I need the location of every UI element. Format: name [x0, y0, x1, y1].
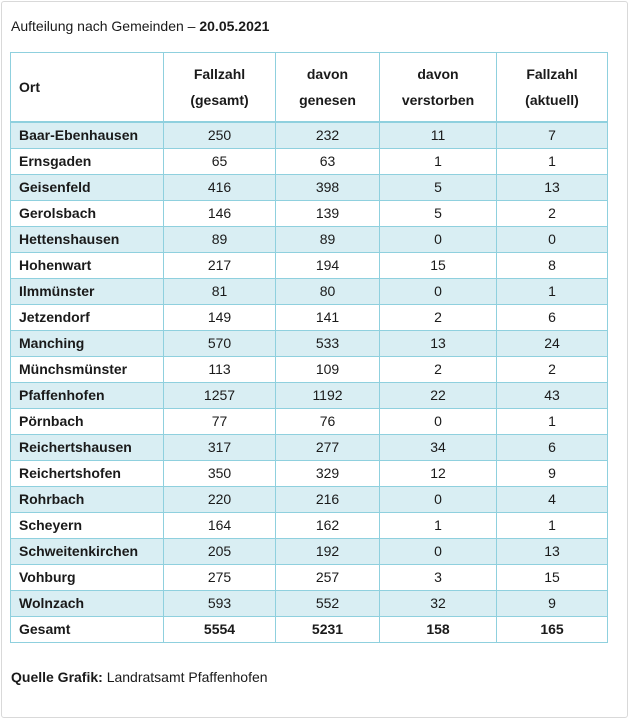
- header-fallzahl-gesamt-line1: Fallzahl: [193, 66, 246, 82]
- cell-genesen: 257: [276, 565, 380, 591]
- table-row: [11, 201, 608, 227]
- cell-fallzahl-gesamt: 593: [164, 591, 276, 617]
- table-row: [11, 565, 608, 591]
- cell-ort: Manching: [11, 331, 164, 357]
- table-row: [11, 175, 608, 201]
- header-fallzahl-aktuell-line2: (aktuell): [525, 92, 579, 108]
- heading-date: 20.05.2021: [199, 18, 270, 34]
- cell-fallzahl-aktuell: 6: [497, 435, 608, 461]
- cell-verstorben: 2: [380, 305, 497, 331]
- total-cell-ort: Gesamt: [11, 617, 164, 643]
- table-body: [11, 122, 608, 643]
- cell-ort: Reichertshausen: [11, 435, 164, 461]
- cell-fallzahl-aktuell: 7: [497, 122, 608, 149]
- total-cell-verstorben: 158: [380, 617, 497, 643]
- table-row: [11, 331, 608, 357]
- cell-ort: Wolnzach: [11, 591, 164, 617]
- cell-genesen: 533: [276, 331, 380, 357]
- cell-fallzahl-gesamt: 250: [164, 122, 276, 149]
- cell-genesen: 232: [276, 122, 380, 149]
- cell-genesen: 89: [276, 227, 380, 253]
- cell-verstorben: 5: [380, 175, 497, 201]
- cell-ort: Scheyern: [11, 513, 164, 539]
- cell-fallzahl-aktuell: 2: [497, 201, 608, 227]
- table-row: [11, 305, 608, 331]
- cell-verstorben: 0: [380, 409, 497, 435]
- cell-verstorben: 0: [380, 227, 497, 253]
- heading-prefix: Aufteilung nach Gemeinden –: [11, 18, 200, 34]
- cell-verstorben: 34: [380, 435, 497, 461]
- cell-genesen: 162: [276, 513, 380, 539]
- cell-verstorben: 0: [380, 487, 497, 513]
- cell-fallzahl-aktuell: 4: [497, 487, 608, 513]
- header-fallzahl-gesamt: [164, 53, 276, 123]
- total-cell-genesen: 5231: [276, 617, 380, 643]
- cell-fallzahl-gesamt: 317: [164, 435, 276, 461]
- cell-fallzahl-gesamt: 350: [164, 461, 276, 487]
- cell-fallzahl-aktuell: 24: [497, 331, 608, 357]
- cell-ort: Rohrbach: [11, 487, 164, 513]
- cell-genesen: 277: [276, 435, 380, 461]
- cell-ort: Ernsgaden: [11, 149, 164, 175]
- cell-verstorben: 5: [380, 201, 497, 227]
- table-row: [11, 539, 608, 565]
- source-label: Quelle Grafik:: [11, 669, 103, 685]
- cell-fallzahl-aktuell: 43: [497, 383, 608, 409]
- cell-ort: Vohburg: [11, 565, 164, 591]
- cell-fallzahl-gesamt: 1257: [164, 383, 276, 409]
- cell-genesen: 552: [276, 591, 380, 617]
- cell-fallzahl-aktuell: 1: [497, 513, 608, 539]
- table-row: [11, 513, 608, 539]
- cell-fallzahl-gesamt: 217: [164, 253, 276, 279]
- cell-verstorben: 32: [380, 591, 497, 617]
- cell-fallzahl-aktuell: 9: [497, 461, 608, 487]
- cell-ort: Baar-Ebenhausen: [11, 122, 164, 149]
- cell-fallzahl-aktuell: 13: [497, 539, 608, 565]
- cases-table: [10, 52, 608, 643]
- cell-fallzahl-gesamt: 416: [164, 175, 276, 201]
- cell-fallzahl-gesamt: 113: [164, 357, 276, 383]
- cell-ort: Pörnbach: [11, 409, 164, 435]
- cell-genesen: 63: [276, 149, 380, 175]
- header-verstorben: [380, 53, 497, 123]
- cell-genesen: 76: [276, 409, 380, 435]
- cell-genesen: 141: [276, 305, 380, 331]
- cell-fallzahl-aktuell: 0: [497, 227, 608, 253]
- header-verstorben-line1: davon: [417, 66, 459, 82]
- cell-fallzahl-aktuell: 15: [497, 565, 608, 591]
- cell-ort: Hohenwart: [11, 253, 164, 279]
- cell-fallzahl-aktuell: 9: [497, 591, 608, 617]
- table-row: [11, 357, 608, 383]
- header-ort: Ort: [11, 53, 164, 123]
- cell-ort: Reichertshofen: [11, 461, 164, 487]
- cell-fallzahl-aktuell: 1: [497, 409, 608, 435]
- table-row: [11, 487, 608, 513]
- header-genesen: [276, 53, 380, 123]
- cell-ort: Hettenshausen: [11, 227, 164, 253]
- cell-ort: Schweitenkirchen: [11, 539, 164, 565]
- table-row: [11, 461, 608, 487]
- table-row: [11, 122, 608, 149]
- cell-ort: Jetzendorf: [11, 305, 164, 331]
- cell-genesen: 398: [276, 175, 380, 201]
- cell-verstorben: 12: [380, 461, 497, 487]
- cell-verstorben: 11: [380, 122, 497, 149]
- header-fallzahl-aktuell: [497, 53, 608, 123]
- cell-fallzahl-gesamt: 275: [164, 565, 276, 591]
- table-header-row: [11, 53, 608, 123]
- table-row: [11, 253, 608, 279]
- cell-genesen: 329: [276, 461, 380, 487]
- table-row: [11, 591, 608, 617]
- cell-fallzahl-gesamt: 146: [164, 201, 276, 227]
- cell-fallzahl-aktuell: 2: [497, 357, 608, 383]
- page-heading: [11, 17, 269, 35]
- cell-genesen: 192: [276, 539, 380, 565]
- cell-ort: Pfaffenhofen: [11, 383, 164, 409]
- total-cell-fallzahl-gesamt: 5554: [164, 617, 276, 643]
- header-genesen-line1: davon: [306, 66, 349, 82]
- cell-fallzahl-aktuell: 13: [497, 175, 608, 201]
- source-text: Landratsamt Pfaffenhofen: [102, 669, 268, 685]
- cell-fallzahl-aktuell: 1: [497, 279, 608, 305]
- cell-fallzahl-gesamt: 149: [164, 305, 276, 331]
- table-row: [11, 409, 608, 435]
- cell-ort: Münchsmünster: [11, 357, 164, 383]
- cell-fallzahl-gesamt: 65: [164, 149, 276, 175]
- cell-fallzahl-gesamt: 164: [164, 513, 276, 539]
- cell-verstorben: 3: [380, 565, 497, 591]
- cell-verstorben: 1: [380, 513, 497, 539]
- cell-fallzahl-aktuell: 1: [497, 149, 608, 175]
- table-total-row: [11, 617, 608, 643]
- cell-genesen: 194: [276, 253, 380, 279]
- cell-genesen: 139: [276, 201, 380, 227]
- cell-genesen: 80: [276, 279, 380, 305]
- cell-ort: Gerolsbach: [11, 201, 164, 227]
- cell-verstorben: 22: [380, 383, 497, 409]
- header-genesen-line2: genesen: [299, 92, 356, 108]
- cell-fallzahl-gesamt: 220: [164, 487, 276, 513]
- cell-verstorben: 15: [380, 253, 497, 279]
- cell-fallzahl-aktuell: 6: [497, 305, 608, 331]
- cell-genesen: 109: [276, 357, 380, 383]
- cell-genesen: 216: [276, 487, 380, 513]
- cell-ort: Ilmmünster: [11, 279, 164, 305]
- table-row: [11, 279, 608, 305]
- cell-fallzahl-gesamt: 89: [164, 227, 276, 253]
- cell-verstorben: 13: [380, 331, 497, 357]
- cell-verstorben: 2: [380, 357, 497, 383]
- header-fallzahl-gesamt-line2: (gesamt): [190, 92, 249, 108]
- cell-fallzahl-gesamt: 570: [164, 331, 276, 357]
- table-row: [11, 227, 608, 253]
- table-row: [11, 149, 608, 175]
- cell-verstorben: 0: [380, 539, 497, 565]
- cell-ort: Geisenfeld: [11, 175, 164, 201]
- cell-verstorben: 0: [380, 279, 497, 305]
- table-row: [11, 383, 608, 409]
- cell-fallzahl-gesamt: 81: [164, 279, 276, 305]
- cell-genesen: 1192: [276, 383, 380, 409]
- total-cell-fallzahl-aktuell: 165: [497, 617, 608, 643]
- source-note: [11, 668, 268, 686]
- cell-fallzahl-gesamt: 205: [164, 539, 276, 565]
- cell-verstorben: 1: [380, 149, 497, 175]
- cell-fallzahl-aktuell: 8: [497, 253, 608, 279]
- cell-fallzahl-gesamt: 77: [164, 409, 276, 435]
- header-fallzahl-aktuell-line1: Fallzahl: [526, 66, 578, 82]
- table-row: [11, 435, 608, 461]
- header-verstorben-line2: verstorben: [401, 92, 475, 108]
